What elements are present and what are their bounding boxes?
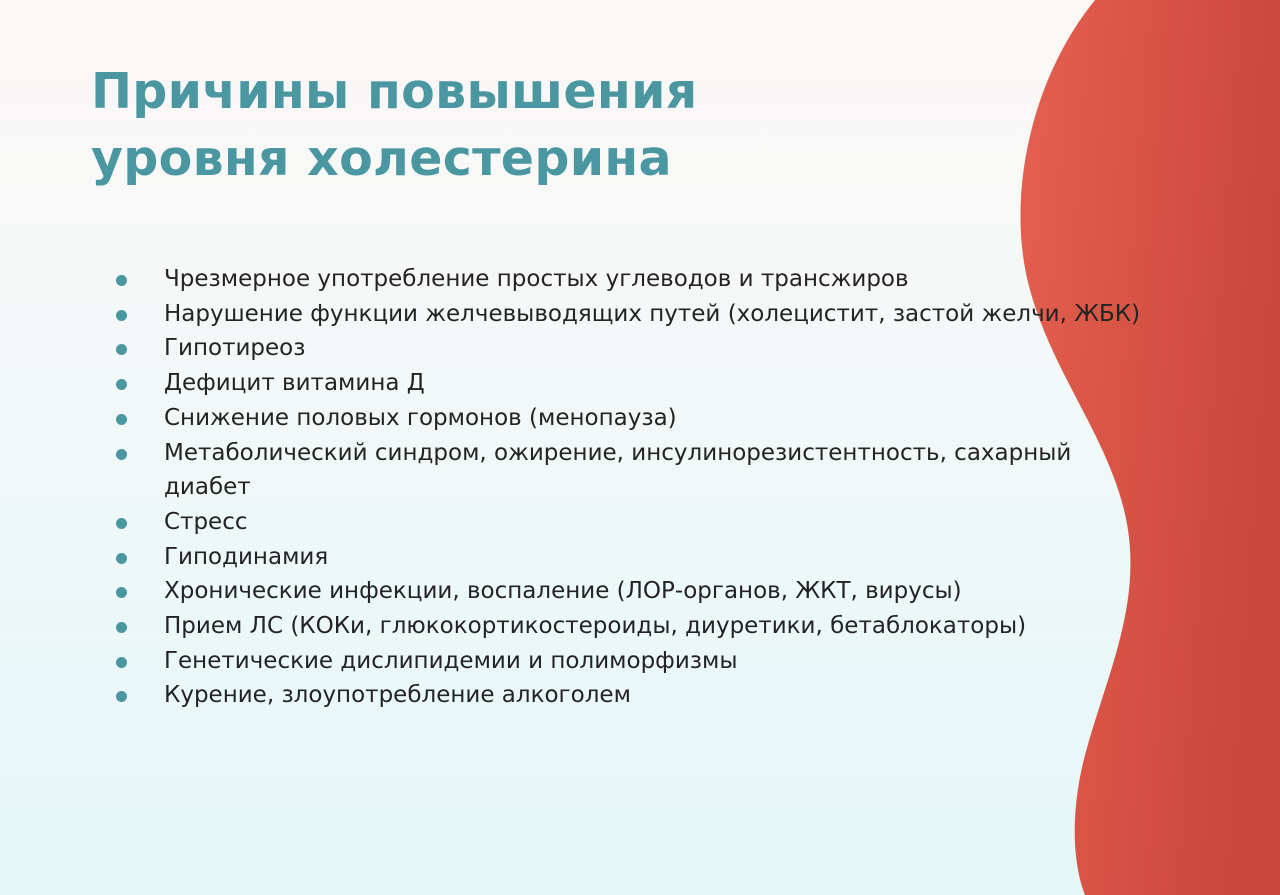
bullet-dot-icon — [116, 622, 127, 633]
list-item-text: Курение, злоупотребление алкоголем — [164, 682, 631, 709]
list-item-text: Нарушение функции желчевыводящих путей (холецистит, застой желчи, ЖБК) — [164, 300, 1141, 327]
bullet-dot-icon — [116, 275, 127, 286]
bullet-dot-icon — [116, 414, 127, 425]
list-item — [113, 331, 1164, 366]
bullet-dot-icon — [116, 691, 127, 702]
title-line-1: Причины повышения — [91, 63, 698, 120]
list-item — [113, 540, 1164, 575]
list-item — [113, 297, 1164, 332]
list-item-text: Гиподинамия — [164, 543, 329, 570]
causes-list — [113, 262, 1164, 713]
bullet-dot-icon — [116, 310, 127, 321]
list-item-text: Чрезмерное употребление простых углеводов и трансжиров — [164, 266, 909, 292]
list-item — [113, 609, 1164, 644]
list-item-text: Метаболический синдром, ожирение, инсулинорезистентность, сахарный диабет — [164, 439, 1072, 501]
bullet-dot-icon — [116, 587, 127, 598]
list-item — [113, 505, 1164, 540]
slide-title — [91, 58, 697, 192]
bullet-dot-icon — [116, 518, 127, 529]
bullet-dot-icon — [116, 657, 127, 668]
bullet-dot-icon — [116, 379, 127, 390]
list-item — [113, 262, 1164, 297]
list-item — [113, 436, 1164, 505]
list-item — [113, 678, 1164, 713]
bullet-dot-icon — [116, 344, 127, 355]
list-item — [113, 644, 1164, 679]
bullet-dot-icon — [116, 449, 127, 460]
list-item-text: Дефицит витамина Д — [164, 370, 425, 397]
list-item-text: Хронические инфекции, воспаление (ЛОР-органов, ЖКТ, вирусы) — [164, 578, 962, 605]
list-item — [113, 366, 1164, 401]
list-item-text: Прием ЛС (КОКи, глюкокортикостероиды, диуретики, бетаблокаторы) — [164, 613, 1027, 640]
list-item-text: Снижение половых гормонов (менопауза) — [164, 404, 677, 431]
bullet-dot-icon — [116, 553, 127, 564]
list-item-text: Гипотиреоз — [164, 335, 306, 362]
list-item-text: Стресс — [164, 508, 248, 535]
title-line-2: уровня холестерина — [91, 130, 672, 187]
list-item-text: Генетические дислипидемии и полиморфизмы — [164, 647, 738, 674]
list-item — [113, 401, 1164, 436]
list-item — [113, 574, 1164, 609]
